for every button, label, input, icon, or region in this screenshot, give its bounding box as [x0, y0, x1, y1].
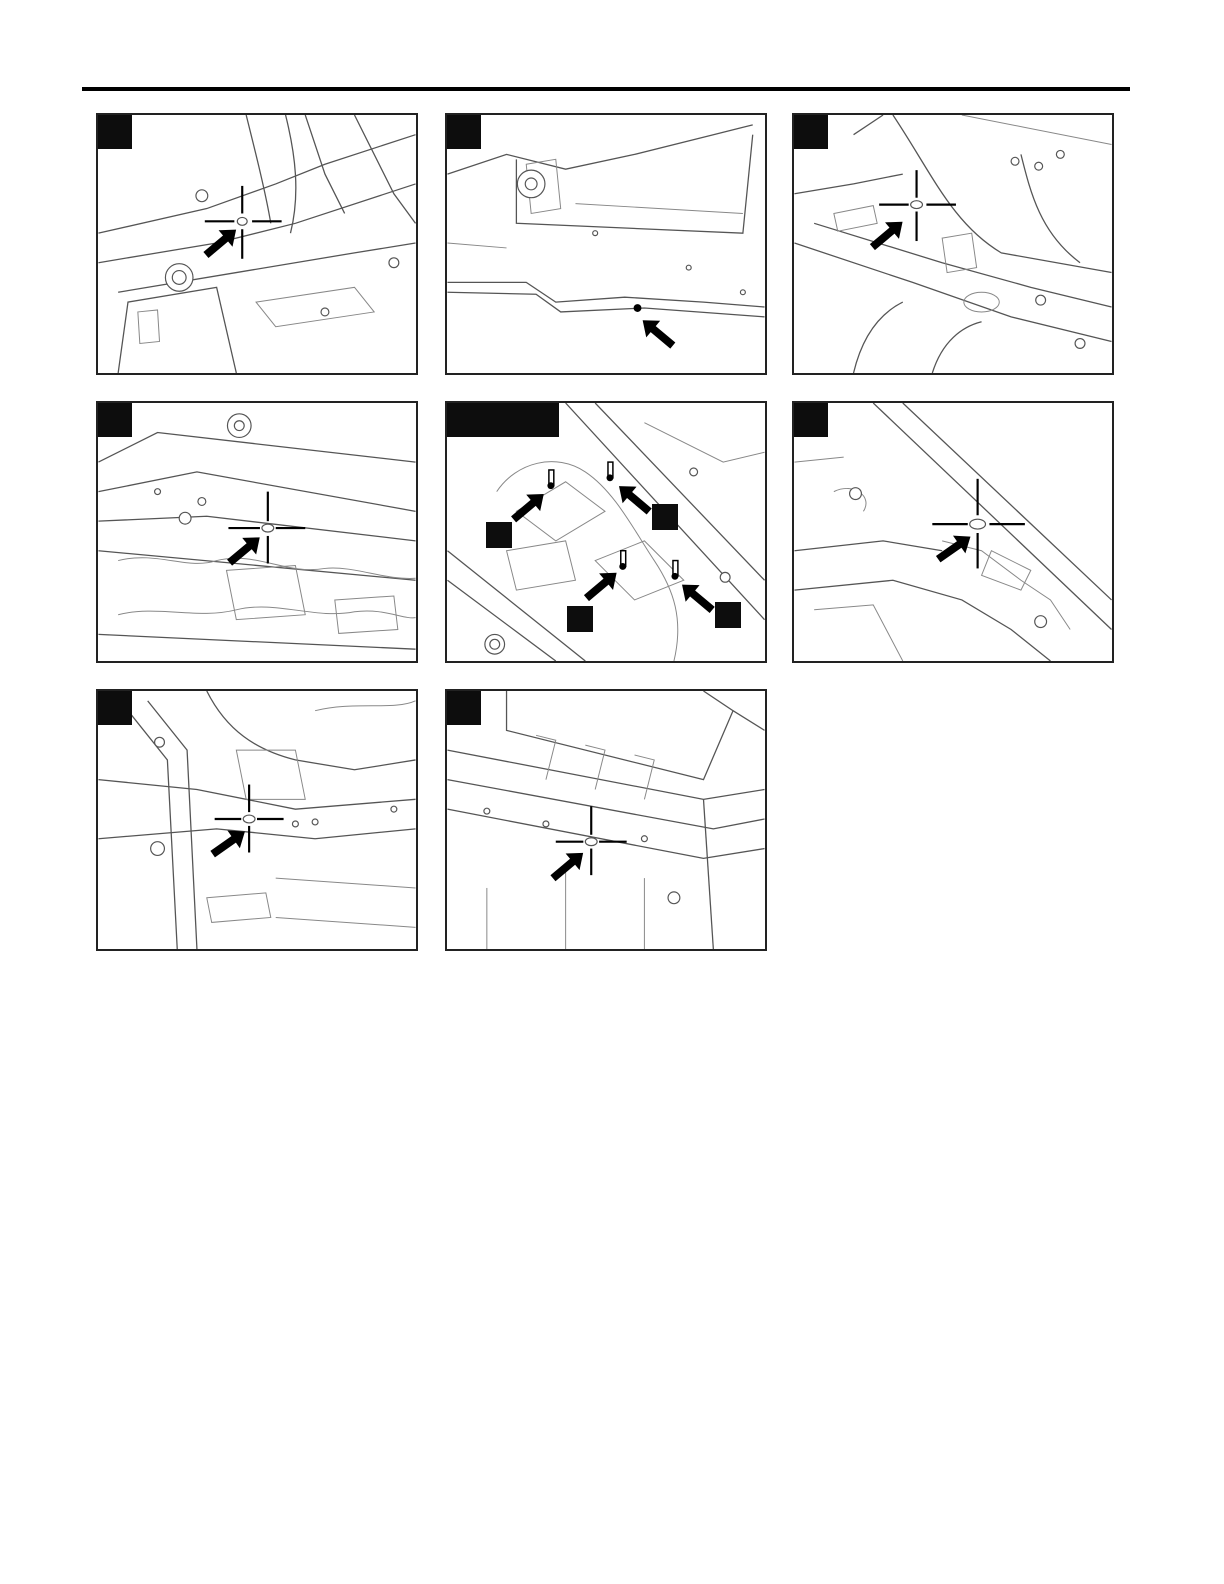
figure-7-callout — [98, 691, 132, 725]
arrow-icon — [579, 564, 623, 606]
arrow-icon — [675, 576, 719, 618]
arrow-icon — [546, 845, 590, 887]
figure-5-sub-callout-1 — [486, 522, 512, 548]
figure-8-drawing — [447, 691, 765, 949]
figure-panel-2 — [445, 113, 767, 375]
figure-3-drawing — [794, 115, 1112, 373]
figure-5-sub-callout-3 — [567, 606, 593, 632]
figure-1-drawing — [98, 115, 416, 373]
figure-5-callout — [447, 403, 559, 437]
figure-3-callout — [794, 115, 828, 149]
arrow-icon — [636, 312, 680, 354]
figure-panel-4 — [96, 401, 418, 663]
figure-6-callout — [794, 403, 828, 437]
arrow-icon — [612, 478, 656, 520]
figure-panel-3 — [792, 113, 1114, 375]
figure-2-drawing — [447, 115, 765, 373]
figure-panel-6 — [792, 401, 1114, 663]
figure-2-callout — [447, 115, 481, 149]
figure-4-drawing — [98, 403, 416, 661]
arrow-icon — [865, 213, 909, 255]
figure-panel-7 — [96, 689, 418, 951]
figure-panel-5 — [445, 401, 767, 663]
header-rule — [82, 87, 1130, 91]
arrow-icon — [199, 221, 243, 263]
arrow-icon — [507, 486, 551, 528]
figure-5-sub-callout-2 — [652, 504, 678, 530]
figure-panel-1 — [96, 113, 418, 375]
figure-6-drawing — [794, 403, 1112, 661]
figure-8-callout — [447, 691, 481, 725]
figure-panel-8 — [445, 689, 767, 951]
figure-7-drawing — [98, 691, 416, 949]
figure-4-callout — [98, 403, 132, 437]
figure-1-callout — [98, 115, 132, 149]
figure-5-sub-callout-4 — [715, 602, 741, 628]
